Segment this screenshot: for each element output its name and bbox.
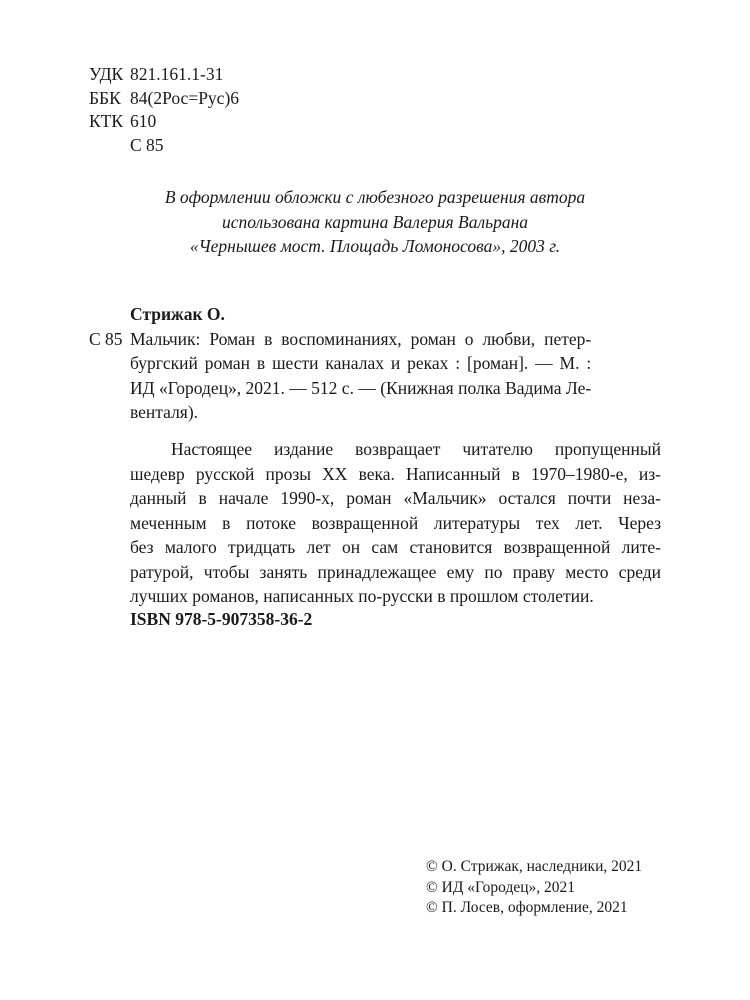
cover-credit-line: «Чернышев мост. Площадь Ломоносова», 2003 г.	[189, 236, 561, 256]
classification-label: УДК	[89, 64, 124, 84]
classification-label: ББК	[89, 87, 121, 108]
annotation-line: шедевр русской прозы XX века. Написанный в 1970–1980-е, из-	[130, 463, 661, 484]
annotation-line: Настоящее издание возвращает читателю пропущенный	[171, 439, 661, 459]
entry-line: венталя).	[130, 402, 199, 422]
cover-credit-note	[140, 185, 610, 259]
classification-label: КТК	[89, 111, 124, 131]
bibliographic-entry	[89, 302, 662, 425]
author-mark-code: С 85	[89, 328, 123, 349]
isbn-number: ISBN 978-5-907358-36-2	[130, 609, 313, 629]
author-heading: Стрижак О.	[130, 304, 225, 324]
classification-label	[89, 134, 130, 158]
entry-line: бургский роман в шести каналах и реках : [роман]. — М. :	[130, 353, 592, 373]
copyright-block	[426, 857, 642, 919]
annotation-line: меченным в потоке возвращенной литературы тех лет. Через	[130, 512, 661, 533]
copyright-line: © П. Лосев, оформление, 2021	[426, 899, 628, 916]
classification-row-udk	[89, 63, 239, 87]
classification-value: 610	[130, 111, 157, 131]
classification-row-author-mark	[89, 134, 239, 158]
annotation-line: ратурой, чтобы занять принадлежащее ему по праву место среди	[130, 561, 661, 582]
classification-row-ktk	[89, 110, 239, 134]
annotation-line: данный в начале 1990-х, роман «Мальчик» остался почти неза-	[130, 488, 661, 508]
classification-value: 84(2Рос=Рус)6	[130, 87, 240, 108]
entry-line: Мальчик: Роман в воспоминаниях, роман о любви, петер-	[130, 328, 592, 349]
classification-row-bbk	[89, 87, 239, 111]
classification-value: С 85	[130, 134, 164, 155]
annotation-line: без малого тридцать лет он сам становится возвращенной лите-	[130, 537, 661, 557]
copyright-line: © ИД «Городец», 2021	[426, 878, 576, 896]
annotation-paragraph	[130, 437, 661, 609]
classification-value: 821.161.1-31	[130, 64, 224, 84]
cover-credit-line: использована картина Валерия Вальрана	[221, 211, 529, 232]
entry-body	[89, 327, 662, 425]
entry-line: ИД «Городец», 2021. — 512 с. — (Книжная полка Вадима Ле-	[130, 377, 592, 398]
copyright-line: © О. Стрижак, наследники, 2021	[426, 858, 643, 875]
annotation-line: лучших романов, написанных по-русски в прошлом столетии.	[130, 586, 594, 606]
cover-credit-line: В оформлении обложки с любезного разрешения автора	[164, 187, 586, 207]
classification-block	[89, 63, 239, 157]
entry-description	[130, 327, 591, 425]
